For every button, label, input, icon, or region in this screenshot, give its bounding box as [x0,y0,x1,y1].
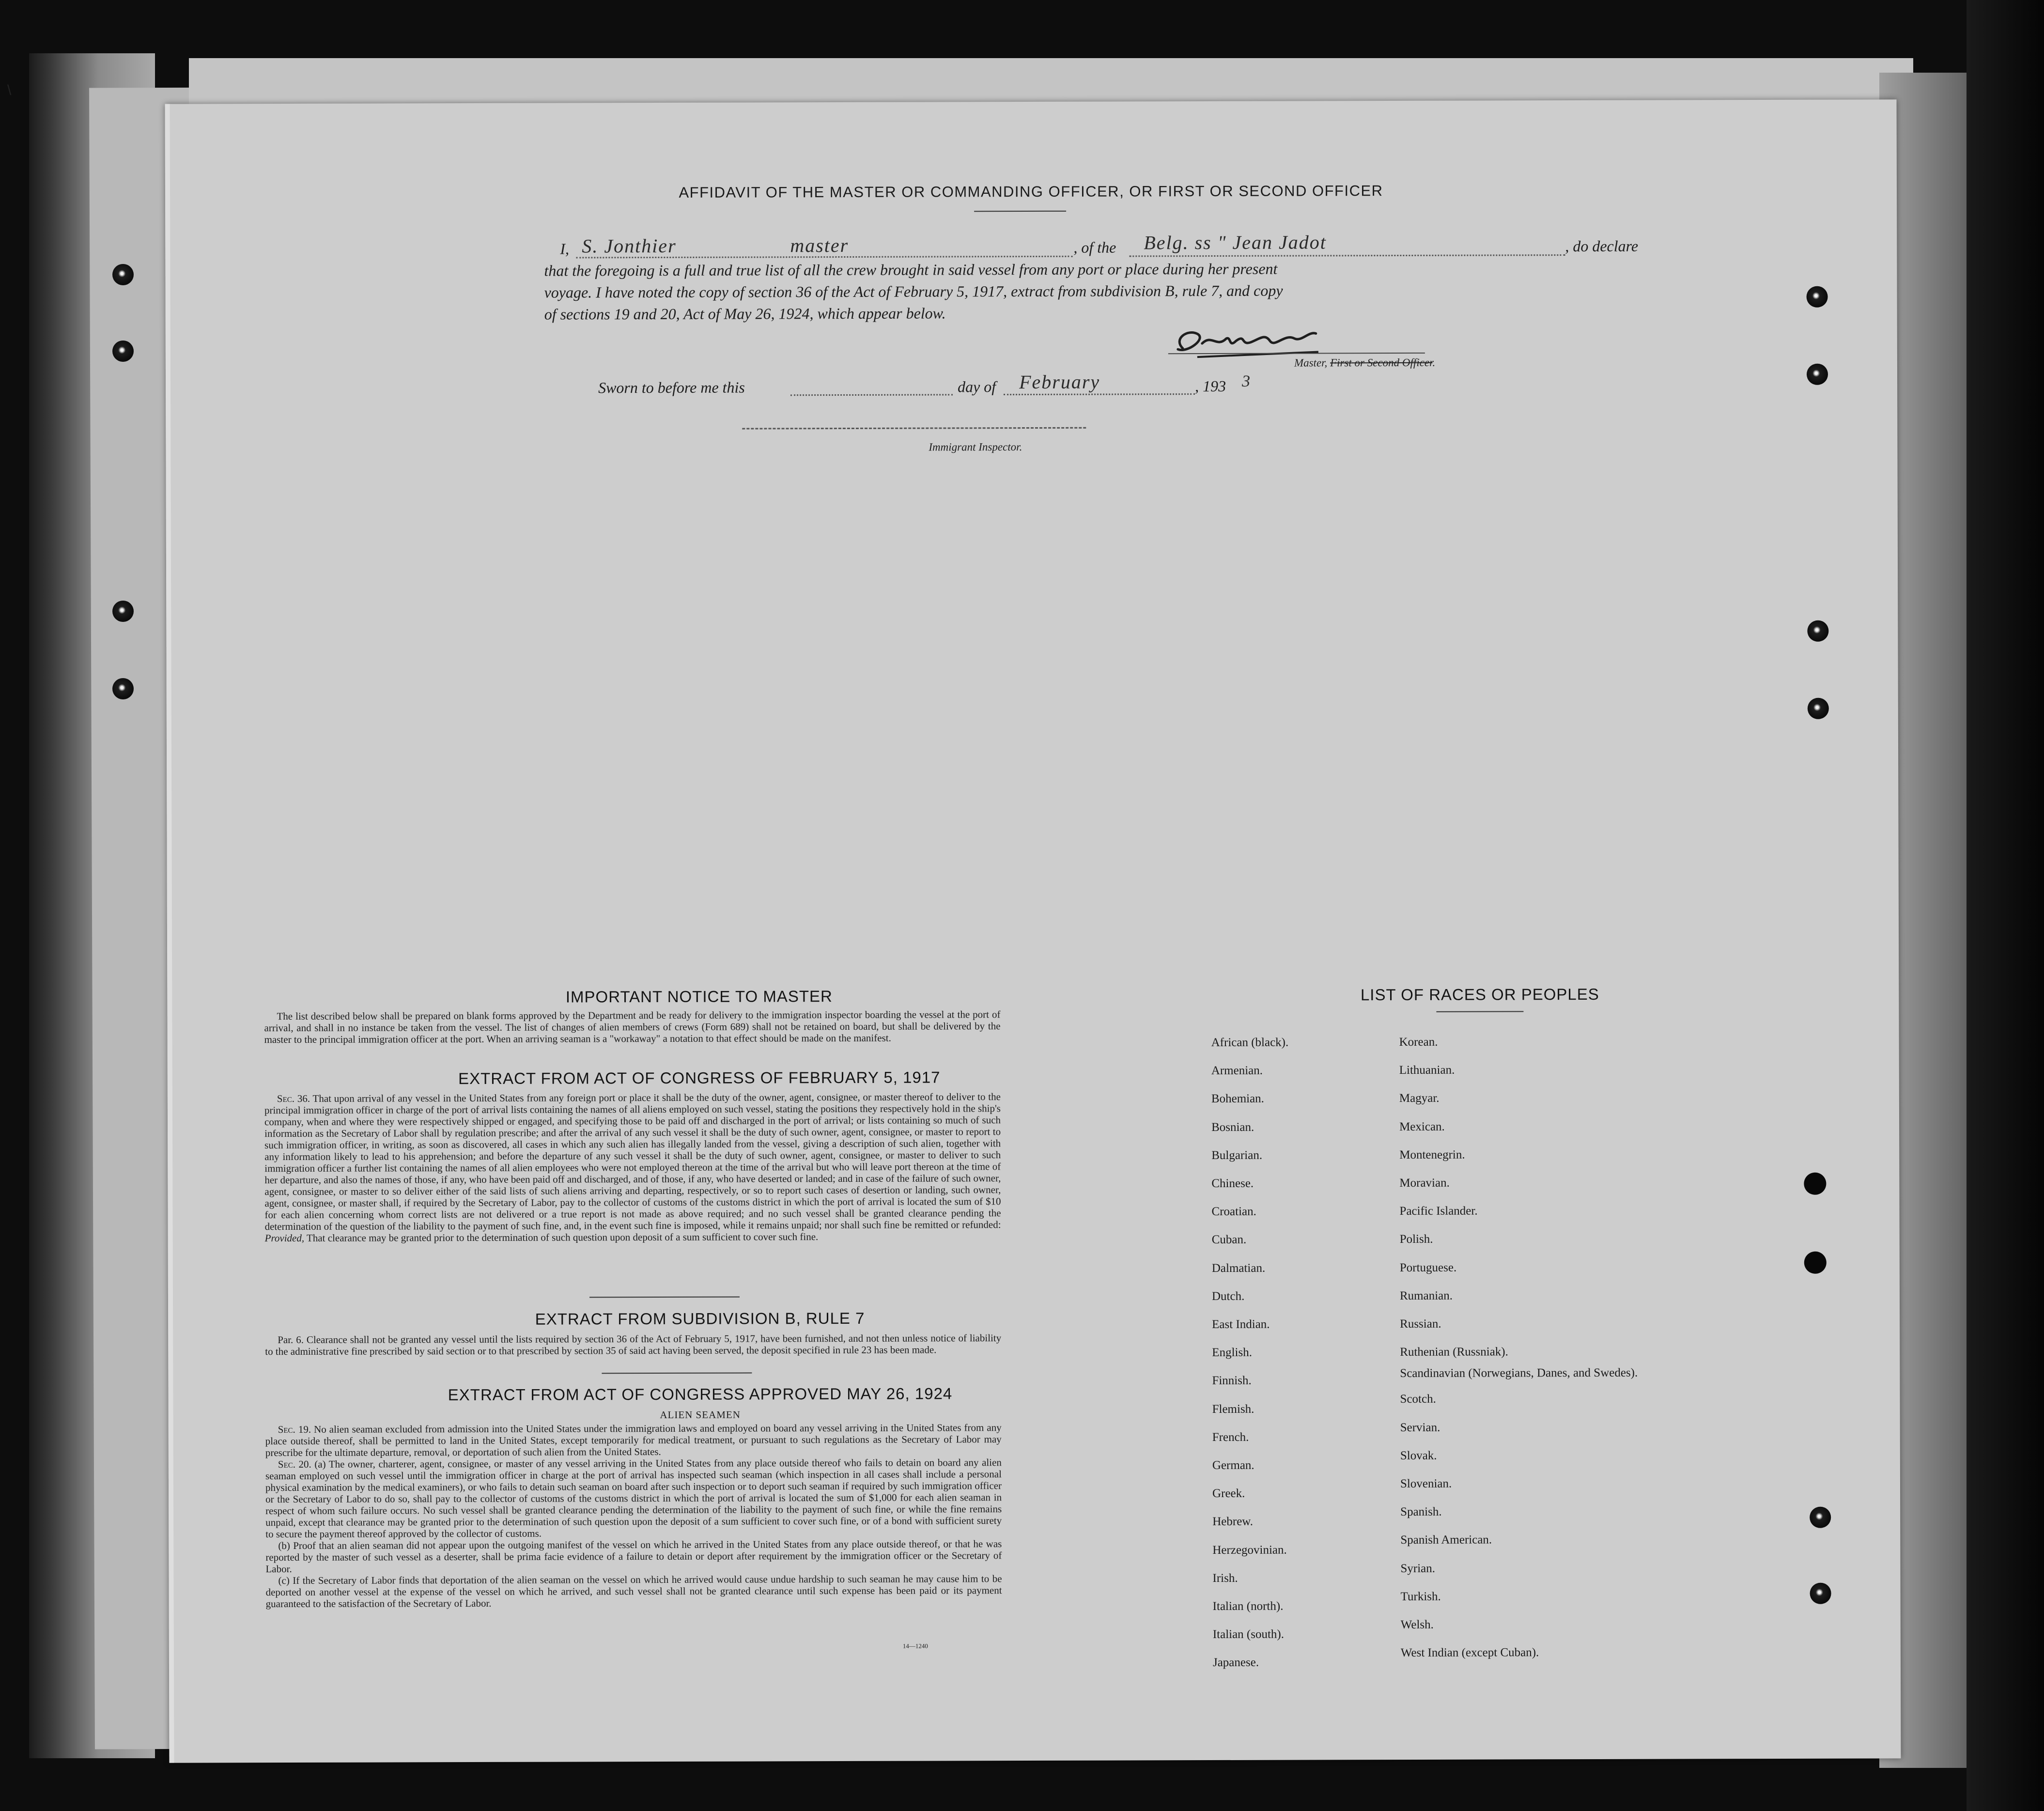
punch-hole [112,341,134,362]
divider [589,1297,740,1298]
extract-rule7-title: EXTRACT FROM SUBDIVISION B, RULE 7 [535,1309,865,1328]
race-item: Rumanian. [1399,1289,1453,1302]
race-item: Scandinavian (Norwegians, Danes, and Swedes). [1400,1366,1638,1380]
race-item: Finnish. [1212,1374,1252,1388]
notice-text: The list described below shall be prepared on blank forms approved by the Department and be ready for delivery to the immigration inspector boarding the vessel at the port of arrival, and shall in no instance be taken from the vessel. The list of changes of alien members of crews (Form 689) shall not be retained on board, but shall be delivered by the master to the principal immigration officer at the port. When an arriving seaman is a "workaway" a notation to that effect should be made on the manifest. [264,1008,1001,1046]
punch-hole [1810,1583,1831,1604]
year-label: , 193 [1195,377,1226,395]
divider [602,1373,752,1374]
race-item: Syrian. [1400,1562,1436,1575]
race-item: Welsh. [1400,1618,1434,1632]
punch-hole [112,601,134,622]
race-item: Bulgarian. [1211,1148,1263,1162]
punch-hole [1807,286,1828,308]
race-item: Irish. [1212,1571,1238,1585]
extract-1917-title: EXTRACT FROM ACT OF CONGRESS OF FEBRUARY 5, 1917 [458,1068,941,1088]
of-the-label: , of the [1073,238,1116,256]
race-item: Ruthenian (Russniak). [1400,1345,1508,1359]
alien-seamen-subtitle: ALIEN SEAMEN [660,1409,741,1421]
notice-title: IMPORTANT NOTICE TO MASTER [565,987,833,1006]
race-item: Spanish. [1400,1505,1442,1519]
divider [974,211,1066,212]
races-title: LIST OF RACES OR PEOPLES [1360,985,1599,1004]
races-column-1 [1211,1029,1290,1677]
punch-hole [1804,1173,1826,1195]
race-item: Bohemian. [1211,1092,1264,1106]
race-item: Scotch. [1400,1393,1436,1406]
handwritten-name: S. Jonthier [582,234,677,257]
extract-1924-title: EXTRACT FROM ACT OF CONGRESS APPROVED MAY 26, 1924 [448,1384,953,1404]
race-item: Montenegrin. [1399,1148,1465,1161]
sworn-label: Sworn to before me this [598,378,745,397]
race-item: Magyar. [1399,1092,1440,1105]
punch-hole [112,264,134,285]
month-line [1004,393,1195,395]
race-item: Mexican. [1399,1120,1445,1133]
race-item: Hebrew. [1212,1515,1253,1529]
day-of-label: day of [958,378,996,396]
race-item: German. [1212,1458,1254,1472]
race-item: Lithuanian. [1399,1063,1455,1077]
race-item: Japanese. [1212,1656,1259,1670]
race-item: Pacific Islander. [1399,1204,1478,1218]
affidavit-title: AFFIDAVIT OF THE MASTER OR COMMANDING OFFICER, OR FIRST OR SECOND OFFICER [679,182,1383,201]
affidavit-i: I, [560,240,570,258]
handwritten-month: February [1019,371,1100,393]
divider [1436,1011,1523,1012]
punch-hole [112,678,134,699]
punch-hole [1807,620,1828,642]
manifest-page [165,99,1901,1763]
affidavit-line-2: that the foregoing is a full and true list of all the crew brought in said vessel from any port or place during her present [544,260,1278,279]
race-item: Dutch. [1211,1289,1245,1303]
race-item: Italian (north). [1212,1599,1284,1613]
race-item: Korean. [1399,1035,1438,1049]
race-item: Armenian. [1211,1064,1263,1078]
race-item: English. [1212,1346,1252,1360]
race-item: Portuguese. [1399,1261,1457,1274]
extract-rule7-text: Par. 6. Clearance shall not be granted any vessel until the lists required by section 36 of the Act of February 5, 1917, have been furnished, and not then unless notice of liability to the administrative fine prescribed by said section or to that prescribed by section 35 of said act having been served, the deposit specified in rule 23 has been made. [265,1332,1002,1358]
race-item: Polish. [1399,1233,1433,1246]
punch-hole [1808,698,1829,719]
race-item: Slovak. [1400,1449,1437,1462]
race-item: Servian. [1400,1421,1440,1434]
race-item: West Indian (except Cuban). [1400,1646,1539,1660]
race-item: Herzegovinian. [1212,1543,1287,1557]
race-item: Bosnian. [1211,1120,1254,1134]
day-line [790,394,953,396]
race-item: French. [1212,1430,1249,1444]
punch-hole [1810,1507,1831,1528]
inspector-line [742,427,1086,430]
vessel-line [1129,254,1565,257]
race-item: Flemish. [1212,1402,1254,1416]
race-item: Slovenian. [1400,1477,1452,1491]
inspector-label: Immigrant Inspector. [929,441,1022,453]
punch-hole [1807,364,1828,385]
corner-mark-left: \ [7,82,12,98]
handwritten-rank: master [790,234,849,257]
handwritten-year-digit: 3 [1241,372,1252,390]
form-number: 14—1240 [902,1642,928,1650]
race-item: Spanish American. [1400,1533,1492,1547]
race-item: Dalmatian. [1211,1261,1266,1275]
race-item: African (black). [1211,1036,1289,1050]
races-column-2 [1399,1028,1639,1668]
race-item: Moravian. [1399,1176,1450,1190]
punch-hole [1804,1252,1827,1274]
extract-1917-text: Sec. 36. That upon arrival of any vessel in the United States from any foreign port or place it shall be the duty of the owner, agent, consignee, or master thereof to deliver to the principal immigration officer in charge of the port of arrival lists containing the names of all aliens employed on such vessel, stating the positions they respectively hold in the ship's company, when and where they were respectively shipped or engaged, and specifying those to be paid off and discharged in the port of arrival; or lists containing so much of such information as the Secretary of Labor shall by regulation prescribe; and after the arrival of any such vessel it shall be the duty of such owner, agent, consignee, or master to report to such immigration officer, in writing, as soon as discovered, all cases in which any such alien has illegally landed from the vessel, giving a description of such alien, together with any information likely to lead to his apprehension; and before the departure of any such vessel it shall be the duty of such owner, agent, consignee, or master to deliver to such immigration officer a further list containing the names of all alien employees who were not employed thereon at the time of the arrival but who will leave port thereon at the time of her departure, and also the names of those, if any, who have been paid off and discharged, and of those, if any, who have deserted or landed; and in case of the failure of such owner, agent, consignee, or master to so deliver either of the said lists of such aliens arriving and departing, respectively, or so to report such cases of desertion or landing, such owner, agent, consignee, or master shall, if required by the Secretary of Labor, pay to the collector of customs of the customs district in which the port of arrival is located the sum of $10 for each alien concerning whom correct lists are not delivered or a true report is not made as above required; and no such vessel shall be granted clearance pending the determination of the question of the liability to the payment of such fine, and, in the event such fine is imposed, while it remains unpaid; nor shall such fine be remitted or refunded: Provided, That clearance may be granted prior to the determination of such question upon deposit of a sum sufficient to cover such fine. [264,1091,1001,1244]
race-item: Italian (south). [1212,1627,1285,1641]
affidavit-line-3: voyage. I have noted the copy of section 36 of the Act of February 5, 1917, extract from subdivision B, rule 7, and copy [544,281,1283,301]
scan-border [1967,0,2044,1811]
race-item: Chinese. [1211,1176,1254,1191]
race-item: East Indian. [1212,1317,1270,1331]
signature-caption: Master, First or Second Officer. [1294,356,1436,369]
affidavit-line-4: of sections 19 and 20, Act of May 26, 1924, which appear below. [544,304,946,323]
race-item: Russian. [1400,1317,1441,1331]
handwritten-vessel: Belg. ss " Jean Jadot [1144,231,1327,254]
extract-1924-text: Sec. 19. No alien seaman excluded from admission into the United States under the immigration laws and employed on board any vessel arriving in the United States from any place outside thereof, shall be permitted to land in the United States, except temporarily for medical treatment, or pursuant to such regulations as the Secretary of Labor may prescribe for the ultimate departure, removal, or deportation of such alien from the United States. Sec. 20. (a) The owner, charterer, agent, consignee, or master of any vessel arriving in the United States from any place outside thereof who fails to detain on board any alien seaman employed on such vessel until the immigration officer in charge at the port of arrival has inspected such seaman (which inspection in all cases shall include a personal physical examination by the medical examiners), or who fails to detain such seaman on board after such inspection or to deport such seaman if required by such immigration officer or the Secretary of Labor to do so, shall pay to the collector of customs of the customs district in which the port of arrival is located the sum of $1,000 for each alien seaman in respect of whom such failure occurs. No such vessel shall be granted clearance pending the determination of the liability to the payment of such fine, or while the fine remains unpaid, except that clearance may be granted prior to the determination of such question upon the deposit of a sum sufficient to cover such fine, or of a bond with sufficient surety to secure the payment thereof approved by the collector of customs. (b) Proof that an alien seaman did not appear upon the outgoing manifest of the vessel on which he arrived in the United States from any place outside thereof, or that he was reported by the master of such vessel as a deserter, shall be prima facie evidence of a failure to detain or deport after requirement by the immigration officer or the Secretary of Labor. (c) If the Secretary of Labor finds that deportation of the alien seaman on the vessel on which he arrived would cause undue hardship to such seaman he may cause him to be deported on another vessel at the expense of the vessel on which he arrived, and such vessel shall not be granted clearance until such expense has been paid or its payment guaranteed to the satisfaction of the Secretary of Labor. [265,1422,1002,1610]
do-declare-label: , do declare [1565,237,1639,255]
race-item: Cuban. [1211,1233,1247,1247]
race-item: Turkish. [1400,1590,1441,1603]
race-item: Croatian. [1211,1205,1256,1219]
race-item: Greek. [1212,1487,1245,1501]
